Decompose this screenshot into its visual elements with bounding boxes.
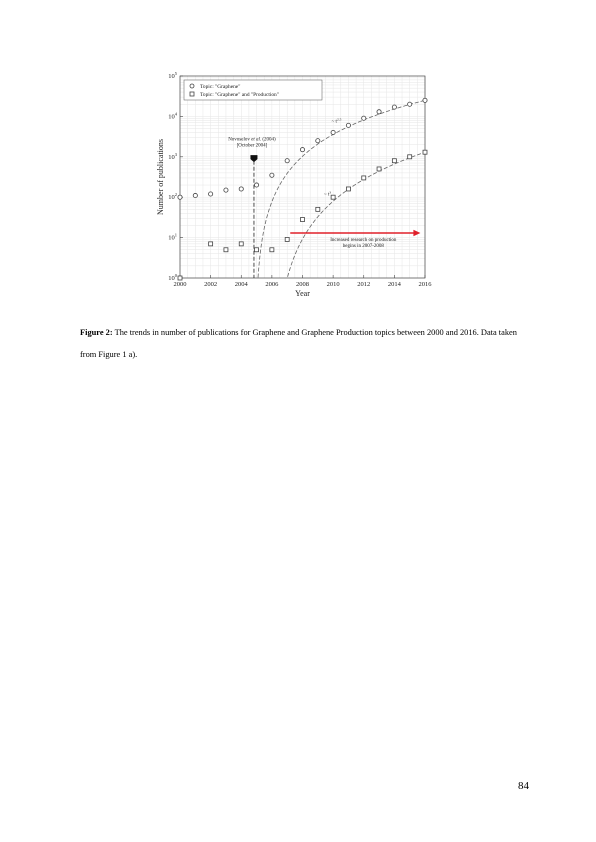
- caption-label: Figure 2:: [80, 328, 113, 337]
- legend-entry: Topic: "Graphene" and "Production": [200, 92, 279, 98]
- x-tick-label: 2000: [173, 281, 187, 288]
- x-tick-label: 2010: [326, 281, 340, 288]
- data-point-graphene-production: [301, 218, 305, 222]
- x-tick-label: 2006: [265, 281, 279, 288]
- novoselov-label-line1: Novoselov et al. (2004): [228, 137, 276, 143]
- page-number: 84: [518, 780, 529, 792]
- data-point-graphene-production: [209, 242, 213, 246]
- data-point-graphene: [300, 148, 304, 152]
- figure-caption: [80, 322, 532, 366]
- fit-curve-label: ~ $t^3$: [323, 190, 332, 198]
- research-arrow-head: [413, 230, 420, 236]
- x-tick-label: 2012: [357, 281, 371, 288]
- grid-lines: [180, 76, 425, 278]
- data-point-graphene-production: [331, 195, 335, 199]
- data-point-graphene: [193, 193, 197, 197]
- research-arrow-text-line2: begins in 2007-2008: [342, 243, 384, 249]
- data-point-graphene-production: [285, 237, 289, 241]
- data-point-graphene: [285, 159, 289, 163]
- data-point-graphene: [392, 105, 396, 109]
- y-tick-label: $10^2$: [168, 192, 177, 202]
- data-point-graphene: [178, 195, 182, 199]
- x-tick-label: 2016: [418, 281, 432, 288]
- data-point-graphene: [224, 188, 228, 192]
- data-point-graphene: [239, 187, 243, 191]
- y-axis-title: Number of publications: [156, 139, 165, 215]
- data-point-graphene-production: [239, 242, 243, 246]
- figure-2-chart: [150, 68, 440, 304]
- x-tick-label: 2004: [234, 281, 248, 288]
- data-point-graphene-production: [423, 150, 427, 154]
- x-tick-label: 2014: [387, 281, 401, 288]
- legend-marker-square: [190, 92, 194, 96]
- data-point-graphene-production: [362, 176, 366, 180]
- data-point-graphene-production: [346, 187, 350, 191]
- data-point-graphene: [346, 123, 350, 127]
- y-tick-label: $10^4$: [168, 111, 177, 121]
- data-point-graphene-production: [316, 207, 320, 211]
- data-point-graphene: [270, 173, 274, 177]
- data-point-graphene: [254, 183, 258, 187]
- x-axis-title: Year: [295, 289, 310, 298]
- fit-curve: [258, 100, 425, 277]
- data-point-graphene-production: [377, 167, 381, 171]
- y-tick-label: $10^0$: [168, 273, 177, 282]
- x-tick-label: 2008: [296, 281, 309, 288]
- data-point-graphene-production: [392, 159, 396, 163]
- data-point-graphene: [209, 192, 213, 196]
- x-tick-label: 2002: [204, 281, 218, 288]
- legend-entry: Topic: "Graphene": [200, 84, 241, 90]
- y-tick-label: $10^1$: [168, 232, 177, 242]
- data-point-graphene: [377, 110, 381, 114]
- data-point-graphene-production: [408, 155, 412, 159]
- data-point-graphene-production: [224, 248, 228, 252]
- y-tick-label: $10^5$: [168, 71, 177, 80]
- y-tick-label: $10^3$: [168, 151, 177, 161]
- data-point-graphene: [331, 130, 335, 134]
- publications-chart: [150, 68, 440, 304]
- data-point-graphene-production: [178, 276, 182, 280]
- data-point-graphene-production: [270, 248, 274, 252]
- legend: [184, 80, 322, 100]
- legend-marker-circle: [190, 84, 194, 88]
- novoselov-label-line2: [October 2004]: [236, 143, 268, 149]
- data-point-graphene: [316, 139, 320, 143]
- research-arrow-text-line1: Increased research on production: [330, 237, 397, 243]
- caption-text: The trends in number of publications for Graphene and Graphene Production topics between 2000 and 2016. Data taken from Figure 1 a).: [80, 328, 517, 359]
- data-point-graphene: [408, 102, 412, 106]
- data-point-graphene: [362, 116, 366, 120]
- data-point-graphene-production: [255, 248, 259, 252]
- fit-curve-label: ~ $t^{2.5}$: [331, 117, 342, 125]
- data-point-graphene: [423, 98, 427, 102]
